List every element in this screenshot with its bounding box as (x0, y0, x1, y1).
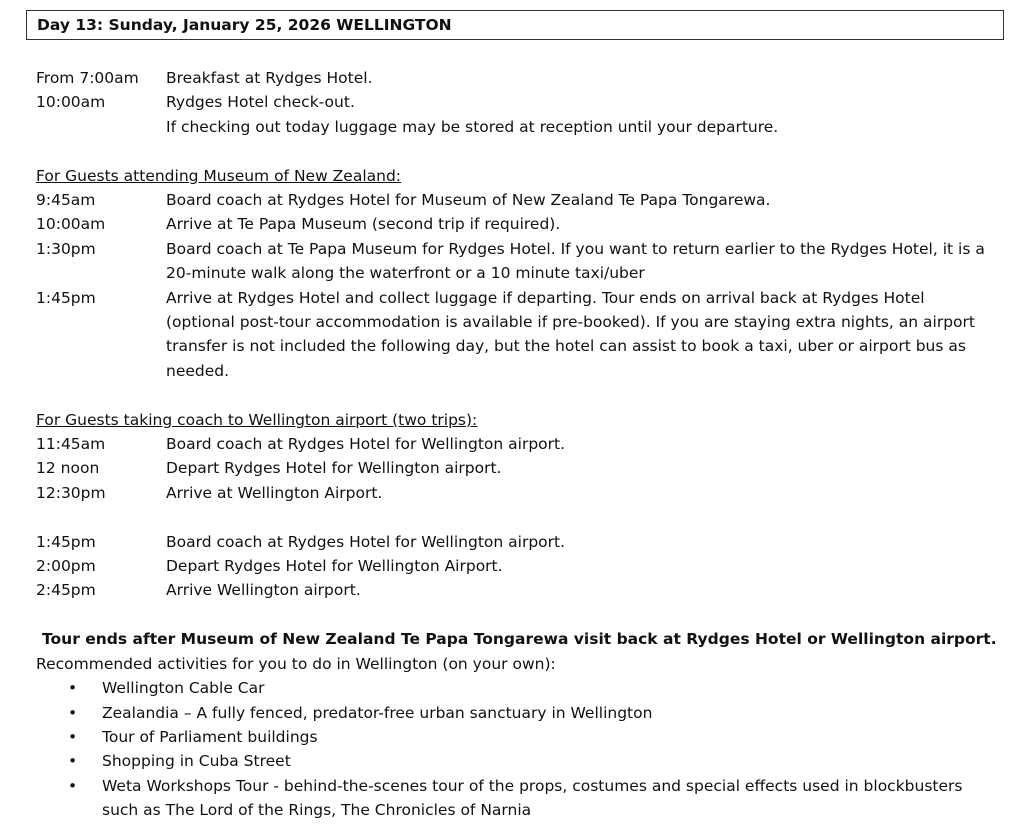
schedule-row (36, 481, 996, 505)
schedule-description: Rydges Hotel check-out. (166, 93, 355, 112)
schedule-time: 11:45am (36, 435, 106, 454)
schedule-row (36, 578, 996, 602)
schedule-row (36, 530, 996, 554)
schedule-description: If checking out today luggage may be stored at reception until your departure. (166, 117, 779, 136)
schedule-time: From 7:00am (36, 69, 139, 87)
schedule-row (36, 90, 996, 114)
activity-text: Tour of Parliament buildings (102, 727, 318, 746)
recommended-activities-list (36, 676, 996, 822)
spacer (36, 505, 996, 529)
day-header (26, 10, 1004, 40)
bullet-icon: • (68, 752, 78, 771)
schedule-description: Arrive at Wellington Airport. (166, 483, 383, 502)
list-item (36, 701, 996, 725)
schedule-row (36, 212, 996, 236)
schedule-description: Arrive at Te Papa Museum (second trip if required). (166, 215, 561, 234)
schedule-description: Depart Rydges Hotel for Wellington airport. (166, 459, 502, 478)
activity-text: Weta Workshops Tour - behind-the-scenes tour of the props, costumes and special effects used in blockbusters such as The Lord of the Rings, The Chronicles of Narnia (102, 776, 963, 820)
schedule-time: 10:00am (36, 215, 106, 234)
itinerary-content (36, 66, 996, 823)
schedule-description: Board coach at Te Papa Museum for Rydges Hotel. If you want to return earlier to the Rydges Hotel, it is a 20-minute walk along the waterfront or a 10 minute taxi/uber (166, 239, 985, 283)
bullet-icon: • (68, 703, 78, 722)
schedule-description: Board coach at Rydges Hotel for Wellington airport. (166, 435, 566, 454)
bullet-icon: • (68, 776, 78, 795)
schedule-description: Board coach at Rydges Hotel for Wellington airport. (166, 532, 566, 551)
schedule-time: 1:45pm (36, 288, 96, 307)
schedule-time: 12 noon (36, 459, 100, 478)
list-item (36, 774, 996, 823)
activity-text: Wellington Cable Car (102, 679, 265, 698)
list-item (36, 749, 996, 773)
activity-text: Zealandia – A fully fenced, predator-free urban sanctuary in Wellington (102, 703, 653, 722)
airport-section-title: For Guests taking coach to Wellington airport (two trips): (36, 410, 478, 429)
schedule-row (36, 66, 996, 90)
activity-text: Shopping in Cuba Street (102, 752, 291, 771)
schedule-description: Arrive Wellington airport. (166, 581, 361, 600)
schedule-row (36, 432, 996, 456)
schedule-time: 2:00pm (36, 557, 96, 576)
schedule-time: 12:30pm (36, 483, 106, 502)
schedule-time: 2:45pm (36, 581, 96, 600)
list-item (36, 676, 996, 700)
bullet-icon: • (68, 679, 78, 698)
schedule-description: Arrive at Rydges Hotel and collect luggage if departing. Tour ends on arrival back at Rydges Hotel (optional post-tour accommodation is available if pre-booked). If you are staying extra nights, an airport transfer is not included the following day, but the hotel can assist to book a taxi, uber or airport bus as needed. (166, 288, 975, 380)
schedule-time (36, 115, 166, 139)
schedule-time: 1:30pm (36, 239, 96, 258)
schedule-row (36, 115, 996, 139)
schedule-row (36, 554, 996, 578)
schedule-description: Depart Rydges Hotel for Wellington Airport. (166, 557, 503, 576)
schedule-description: Board coach at Rydges Hotel for Museum of New Zealand Te Papa Tongarewa. (166, 191, 771, 210)
spacer (36, 603, 996, 627)
schedule-row (36, 456, 996, 480)
schedule-time: 1:45pm (36, 532, 96, 551)
schedule-row (36, 286, 996, 384)
list-item (36, 725, 996, 749)
tour-ends-notice: Tour ends after Museum of New Zealand Te Papa Tongarewa visit back at Rydges Hotel or Wellington airport. (42, 630, 997, 649)
spacer (36, 383, 996, 407)
recommended-intro: Recommended activities for you to do in Wellington (on your own): (36, 654, 556, 673)
spacer (36, 139, 996, 163)
schedule-description: Breakfast at Rydges Hotel. (166, 69, 373, 87)
museum-section-title: For Guests attending Museum of New Zealand: (36, 166, 402, 185)
schedule-row (36, 237, 996, 286)
schedule-time: 10:00am (36, 93, 106, 112)
schedule-row (36, 188, 996, 212)
bullet-icon: • (68, 727, 78, 746)
schedule-time: 9:45am (36, 191, 96, 210)
day-title: Day 13: Sunday, January 25, 2026 WELLINGTON (37, 16, 452, 34)
